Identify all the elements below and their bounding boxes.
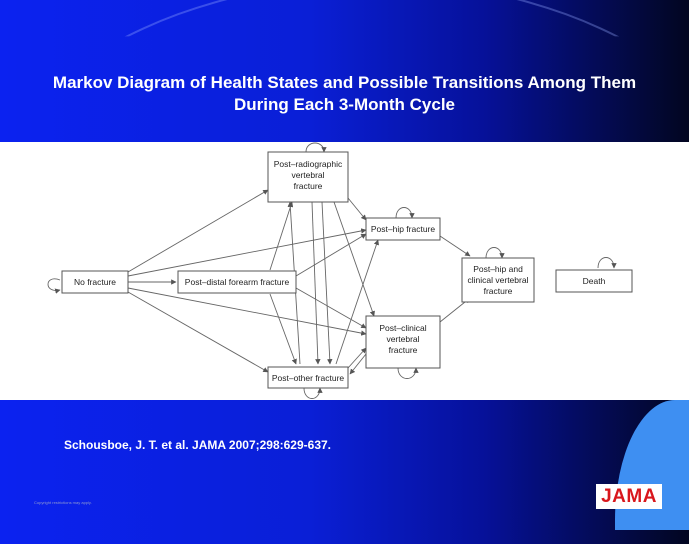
node-label: Post–other fracture bbox=[271, 373, 345, 383]
edge-nofx-other bbox=[128, 292, 268, 372]
edge-radiographic-other-b bbox=[322, 202, 330, 364]
node-post-hip-clinical bbox=[462, 258, 534, 302]
citation: Schousboe, J. T. et al. JAMA 2007;298:629-637. bbox=[64, 438, 332, 452]
edge-forearm-clinical bbox=[296, 288, 366, 328]
node-label: vertebral bbox=[291, 170, 325, 180]
loop-other bbox=[304, 388, 320, 399]
markov-diagram bbox=[0, 142, 689, 400]
edge-nofx-radiographic bbox=[128, 190, 268, 272]
node-post-clinical-vertebral bbox=[366, 316, 440, 368]
node-post-radiographic bbox=[268, 152, 348, 202]
title-line-1: Markov Diagram of Health States and Possible Transitions Among Them bbox=[52, 73, 637, 92]
node-no-fracture bbox=[62, 271, 128, 293]
node-label: No fracture bbox=[73, 277, 117, 287]
loop-radiographic bbox=[306, 143, 324, 152]
node-death bbox=[556, 270, 632, 292]
node-post-hip bbox=[366, 218, 440, 240]
edge-forearm-hip bbox=[296, 234, 366, 276]
loop-no-fracture bbox=[48, 279, 60, 291]
loop-hip bbox=[396, 208, 412, 219]
edge-radiographic-hip bbox=[348, 198, 366, 220]
node-post-other bbox=[268, 367, 348, 388]
node-label: fracture bbox=[483, 286, 513, 296]
copyright-notice: Copyright restrictions may apply. bbox=[34, 500, 92, 505]
node-label: fracture bbox=[293, 181, 323, 191]
markov-diagram-panel bbox=[0, 142, 689, 400]
node-post-distal-forearm bbox=[178, 271, 296, 293]
node-label: Post–radiographic bbox=[273, 159, 343, 169]
node-label: Post–clinical bbox=[379, 323, 427, 333]
edge-radiographic-other-a bbox=[312, 202, 318, 364]
node-label: clinical vertebral bbox=[467, 275, 529, 285]
node-label: Death bbox=[582, 276, 606, 286]
node-label: fracture bbox=[388, 345, 418, 355]
node-label: Post–distal forearm fracture bbox=[184, 277, 290, 287]
edge-hip-combined bbox=[440, 236, 470, 256]
jama-logo: JAMA bbox=[596, 484, 662, 509]
decorative-corner-shape bbox=[615, 400, 689, 530]
edge-forearm-other bbox=[270, 294, 296, 364]
edge-nofx-clinical bbox=[128, 288, 366, 334]
edge-nofx-hip bbox=[128, 230, 366, 276]
loop-clinical bbox=[398, 368, 416, 379]
node-label: Post–hip fracture bbox=[370, 224, 436, 234]
loop-hip-combined bbox=[486, 248, 502, 259]
title-line-2: During Each 3-Month Cycle bbox=[233, 95, 456, 114]
node-label: vertebral bbox=[386, 334, 420, 344]
loop-death bbox=[598, 258, 614, 269]
edge-forearm-radiographic bbox=[270, 202, 292, 270]
slide-title bbox=[0, 72, 689, 116]
node-label: Post–hip and bbox=[473, 264, 523, 274]
